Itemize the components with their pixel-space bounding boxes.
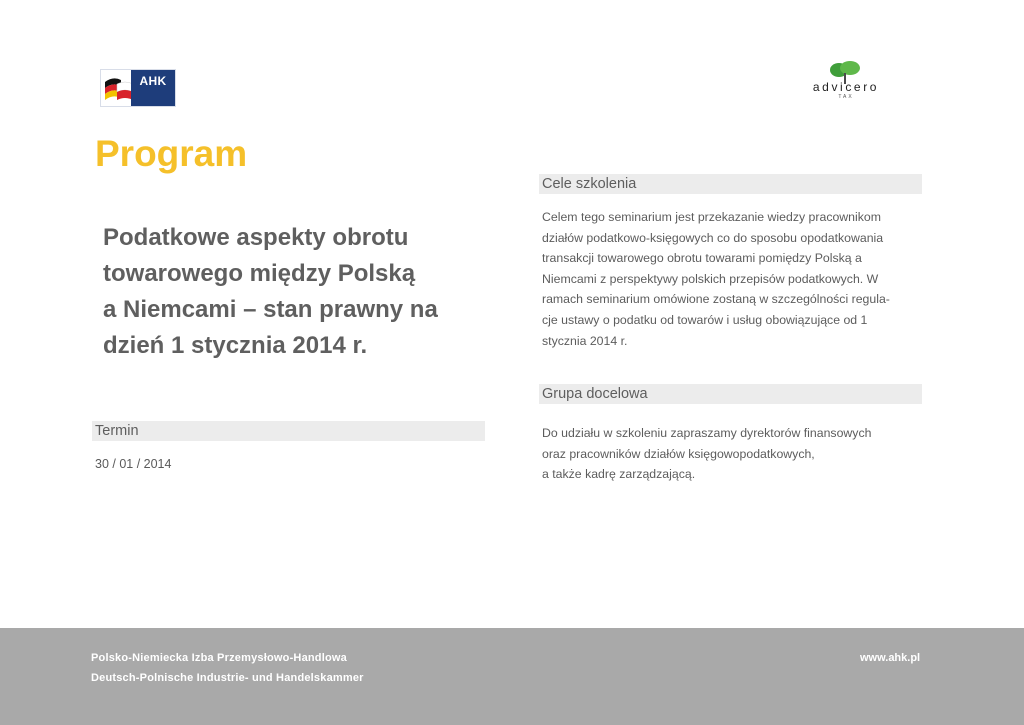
grupa-heading: Grupa docelowa (539, 384, 922, 404)
footer-chamber-name-de: Deutsch-Polnische Industrie- und Handelskammer (91, 672, 364, 684)
seminar-title-line: Podatkowe aspekty obrotu (103, 224, 409, 251)
seminar-title (103, 220, 493, 364)
seminar-title-line: a Niemcami – stan prawny na (103, 296, 438, 323)
seminar-title-line: dzień 1 stycznia 2014 r. (103, 332, 368, 359)
text-line: Do udziału w szkoleniu zapraszamy dyrektorów finansowych (542, 426, 872, 440)
text-line: oraz pracowników działów księgowopodatkowych, (542, 446, 815, 461)
footer-website-link[interactable]: www.ahk.pl (860, 652, 921, 664)
cele-heading: Cele szkolenia (539, 174, 922, 194)
advicero-wordmark: advicero (812, 80, 880, 94)
ahk-logo-text: AHK (131, 70, 175, 106)
text-line: cje ustawy o podatku od towarów i usług obowiązujące od 1 (542, 312, 868, 327)
termin-date: 30 / 01 / 2014 (95, 457, 172, 471)
cele-description (542, 207, 927, 351)
text-line: Celem tego seminarium jest przekazanie wiedzy pracownikom (542, 210, 881, 224)
advicero-tagline: TAX (838, 94, 854, 100)
grupa-description (542, 423, 927, 485)
footer-chamber-name-pl: Polsko-Niemiecka Izba Przemysłowo-Handlowa (91, 652, 347, 664)
text-line: Niemcami z perspektywy polskich przepisów podatkowych. W (542, 271, 879, 286)
ahk-logo (100, 69, 176, 107)
termin-heading: Termin (92, 421, 485, 441)
text-line: działów podatkowo-księgowych co do sposobu opodatkowania (542, 230, 884, 245)
advicero-logo (806, 60, 886, 106)
seminar-title-line: towarowego między Polską (103, 260, 416, 287)
text-line: ramach seminarium omówione zostaną w szczególności regula- (542, 292, 890, 307)
page-title: Program (95, 133, 248, 174)
text-line: transakcji towarowego obrotu towarami pomiędzy Polską a (542, 251, 862, 266)
footer (0, 628, 1024, 725)
text-line: a także kadrę zarządzającą. (542, 467, 696, 482)
text-line: stycznia 2014 r. (542, 333, 628, 348)
